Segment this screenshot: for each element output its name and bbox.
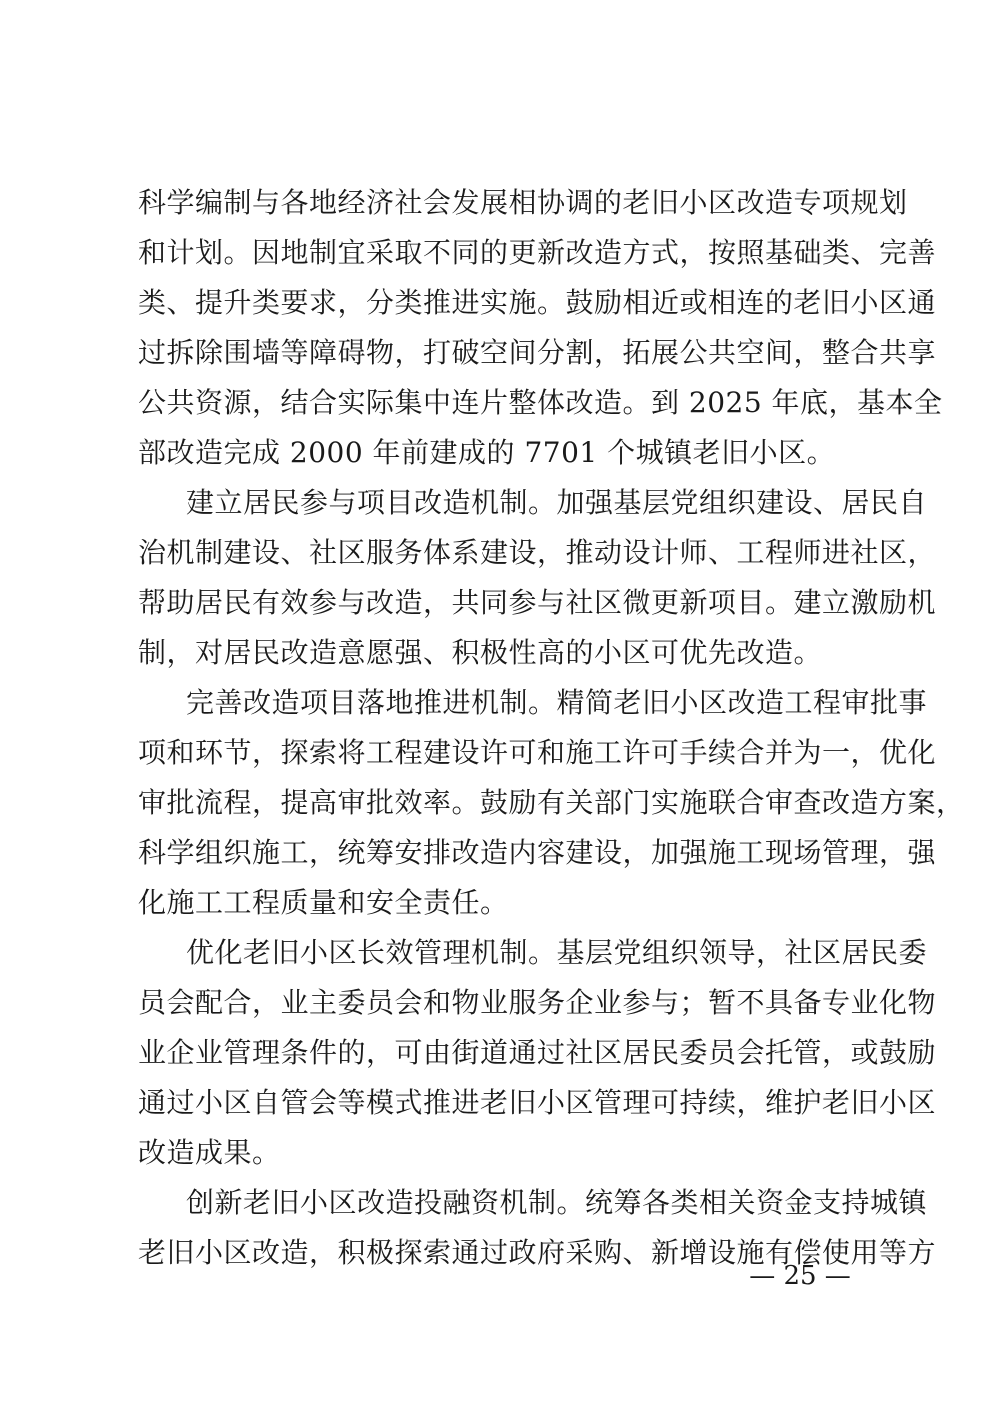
text-line: 项和环节，探索将工程建设许可和施工许可手续合并为一，优化 bbox=[138, 736, 937, 769]
paragraph-first-line: 完善改造项目落地推进机制。精简老旧小区改造工程审批事 bbox=[186, 686, 928, 719]
text-line: 审批流程，提高审批效率。鼓励有关部门实施联合审查改造方案， bbox=[138, 786, 965, 819]
text-line: 科学编制与各地经济社会发展相协调的老旧小区改造专项规划 bbox=[138, 186, 908, 219]
text-line: 员会配合，业主委员会和物业服务企业参与；暂不具备专业化物 bbox=[138, 986, 937, 1019]
text-line: 帮助居民有效参与改造，共同参与社区微更新项目。建立激励机 bbox=[138, 586, 937, 619]
text-line: 部改造完成 2000 年前建成的 7701 个城镇老旧小区。 bbox=[138, 436, 836, 469]
text-line: 类、提升类要求，分类推进实施。鼓励相近或相连的老旧小区通 bbox=[138, 286, 937, 319]
text-line: 过拆除围墙等障碍物，打破空间分割，拓展公共空间，整合共享 bbox=[138, 336, 937, 369]
page-number: — 25 — bbox=[749, 1261, 851, 1291]
text-line: 制，对居民改造意愿强、积极性高的小区可优先改造。 bbox=[138, 636, 823, 669]
text-line: 化施工工程质量和安全责任。 bbox=[138, 886, 509, 919]
paragraph-first-line: 创新老旧小区改造投融资机制。统筹各类相关资金支持城镇 bbox=[186, 1186, 928, 1219]
text-line: 老旧小区改造，积极探索通过政府采购、新增设施有偿使用等方 bbox=[138, 1236, 937, 1269]
paragraph-first-line: 建立居民参与项目改造机制。加强基层党组织建设、居民自 bbox=[186, 486, 928, 519]
text-line: 和计划。因地制宜采取不同的更新改造方式，按照基础类、完善 bbox=[138, 236, 937, 269]
text-line: 通过小区自管会等模式推进老旧小区管理可持续，维护老旧小区 bbox=[138, 1086, 937, 1119]
text-line: 改造成果。 bbox=[138, 1136, 281, 1169]
text-line: 治机制建设、社区服务体系建设，推动设计师、工程师进社区， bbox=[138, 536, 937, 569]
text-line: 业企业管理条件的，可由街道通过社区居民委员会托管，或鼓励 bbox=[138, 1036, 937, 1069]
text-line: 公共资源，结合实际集中连片整体改造。到 2025 年底，基本全 bbox=[138, 386, 943, 419]
paragraph-first-line: 优化老旧小区长效管理机制。基层党组织领导，社区居民委 bbox=[186, 936, 928, 969]
text-line: 科学组织施工，统筹安排改造内容建设，加强施工现场管理，强 bbox=[138, 836, 937, 869]
